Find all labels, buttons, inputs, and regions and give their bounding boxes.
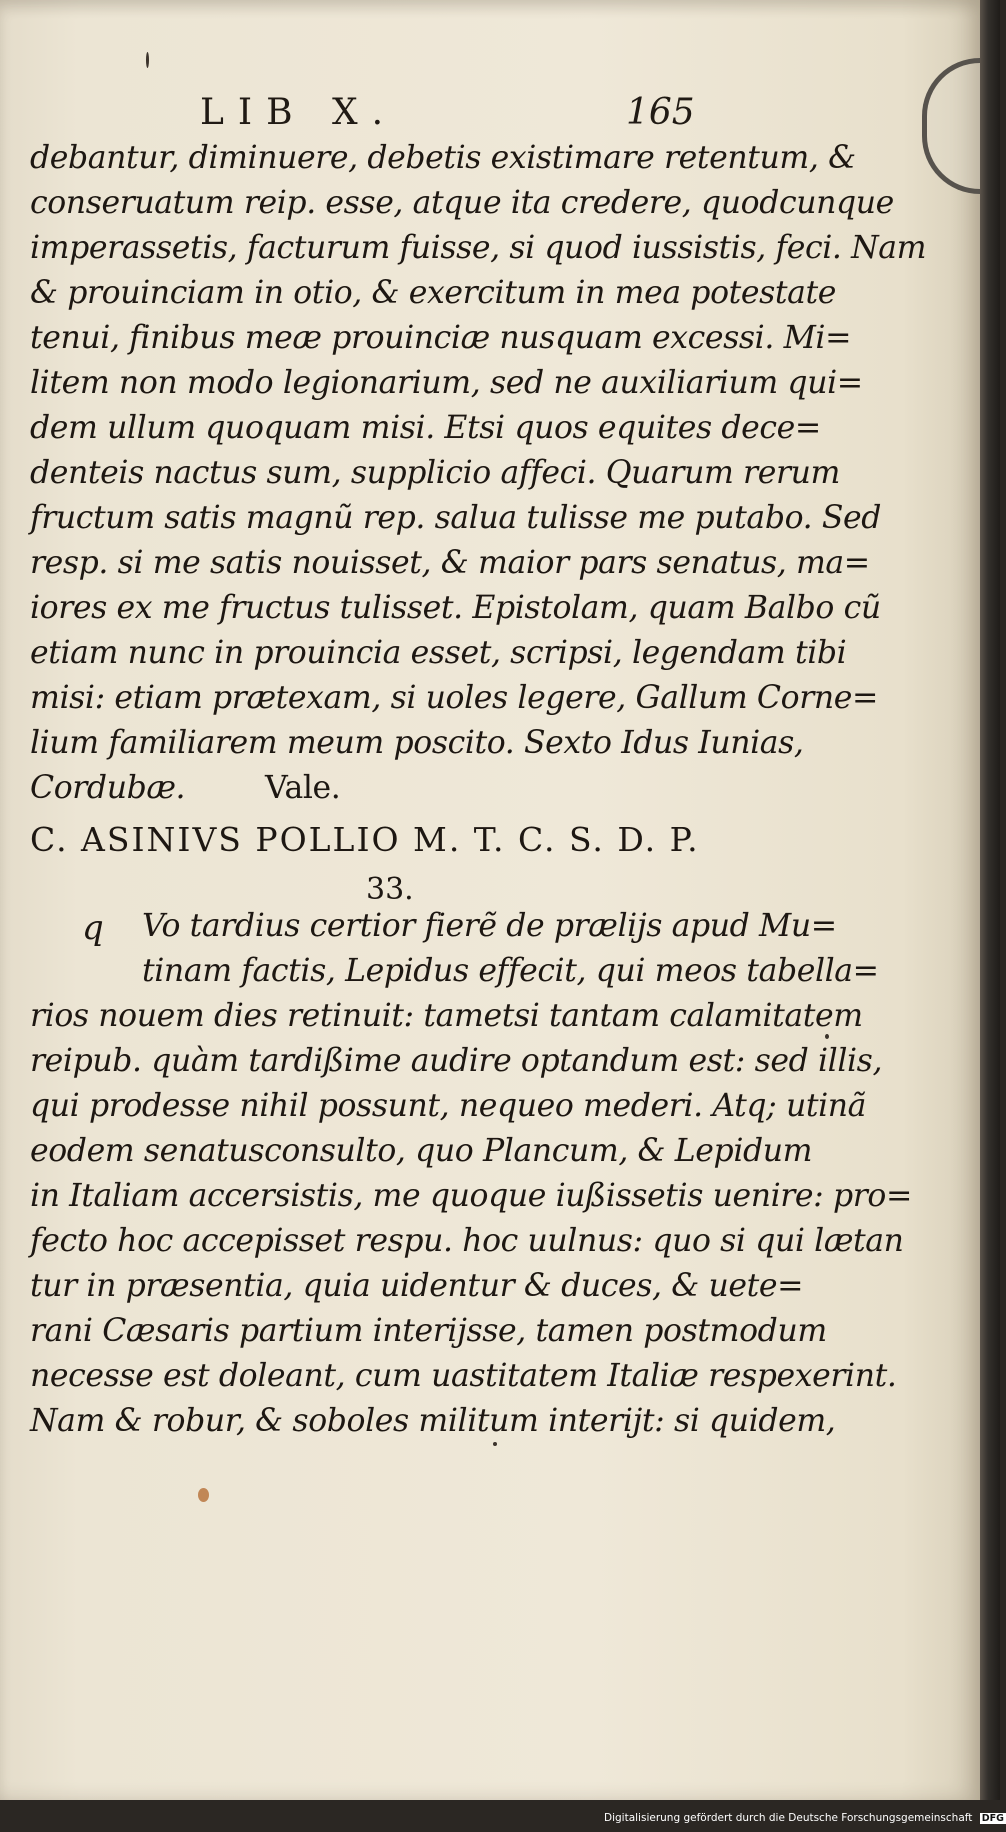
paper-speck xyxy=(146,52,149,68)
text-line: imperassetis, facturum fuisse, si quod iussistis, feci. Nam xyxy=(30,230,927,266)
paper-speck xyxy=(493,1442,497,1446)
text-line: fructum satis magnũ rep. salua tulisse me putabo. Sed xyxy=(30,500,882,536)
text-line: dem ullum quoquam misi. Etsi quos equites dece= xyxy=(30,410,821,446)
text-line: qui prodesse nihil possunt, nequeo mederi. Atq; utinã xyxy=(30,1088,867,1124)
text-line: iores ex me fructus tulisset. Epistolam, quam Balbo cũ xyxy=(30,590,881,626)
text-line: misi: etiam prætexam, si uoles legere, Gallum Corne= xyxy=(30,680,878,716)
text-line: Nam & robur, & soboles militum interijt: si quidem, xyxy=(30,1403,836,1439)
text-line: tur in præsentia, quia uidentur & duces, & uete= xyxy=(30,1268,804,1304)
page-number: 165 xyxy=(626,92,695,133)
text-line: & prouinciam in otio, & exercitum in mea potestate xyxy=(30,275,837,311)
text-line: litem non modo legionarium, sed ne auxiliarium qui= xyxy=(30,365,863,401)
text-line: reipub. quàm tardißime audire optandum est: sed illis, xyxy=(30,1043,883,1079)
text-line: in Italiam accersistis, me quoque iußissetis uenire: pro= xyxy=(30,1178,912,1214)
letter-salutation: C. ASINIVS POLLIO M. T. C. S. D. P. xyxy=(30,820,700,859)
text-line: conseruatum reip. esse, atque ita credere, quodcunque xyxy=(30,185,894,221)
page-edge xyxy=(980,0,1000,1800)
text-line xyxy=(30,770,341,806)
initial-letter: q xyxy=(82,908,104,948)
place-line: Cordubæ. xyxy=(30,770,186,806)
text-line: resp. si me satis nouisset, & maior pars senatus, ma= xyxy=(30,545,870,581)
text-line: Vo tardius certior fierẽ de prælijs apud Mu= xyxy=(142,908,837,944)
credit-text: Digitalisierung gefördert durch die Deutsche Forschungsgemeinschaft xyxy=(604,1812,973,1824)
text-line: debantur, diminuere, debetis existimare retentum, & xyxy=(30,140,856,176)
running-title: LIB X. xyxy=(200,92,398,133)
text-line: fecto hoc accepisset respu. hoc uulnus: quo si qui lætan xyxy=(30,1223,904,1259)
text-line: denteis nactus sum, supplicio affeci. Quarum rerum xyxy=(30,455,840,491)
closing-vale: Vale. xyxy=(265,770,341,806)
text-line: lium familiarem meum poscito. Sexto Idus Iunias, xyxy=(30,725,804,761)
ink-stain xyxy=(198,1488,209,1502)
paper-speck xyxy=(825,1034,829,1039)
text-line: tenui, finibus meæ prouinciæ nusquam excessi. Mi= xyxy=(30,320,852,356)
text-line: tinam factis, Lepidus effecit, qui meos tabella= xyxy=(142,953,879,989)
text-line: etiam nunc in prouincia esset, scripsi, legendam tibi xyxy=(30,635,847,671)
dfg-logo: DFG xyxy=(981,1813,1004,1824)
digitization-credit xyxy=(604,1812,1006,1824)
text-line: eodem senatusconsulto, quo Plancum, & Lepidum xyxy=(30,1133,813,1169)
text-line: necesse est doleant, cum uastitatem Italiæ respexerint. xyxy=(30,1358,897,1394)
text-line: rani Cæsaris partium interijsse, tamen postmodum xyxy=(30,1313,827,1349)
text-line: rios nouem dies retinuit: tametsi tantam calamitatem xyxy=(30,998,863,1034)
letter-number: 33. xyxy=(366,872,414,907)
